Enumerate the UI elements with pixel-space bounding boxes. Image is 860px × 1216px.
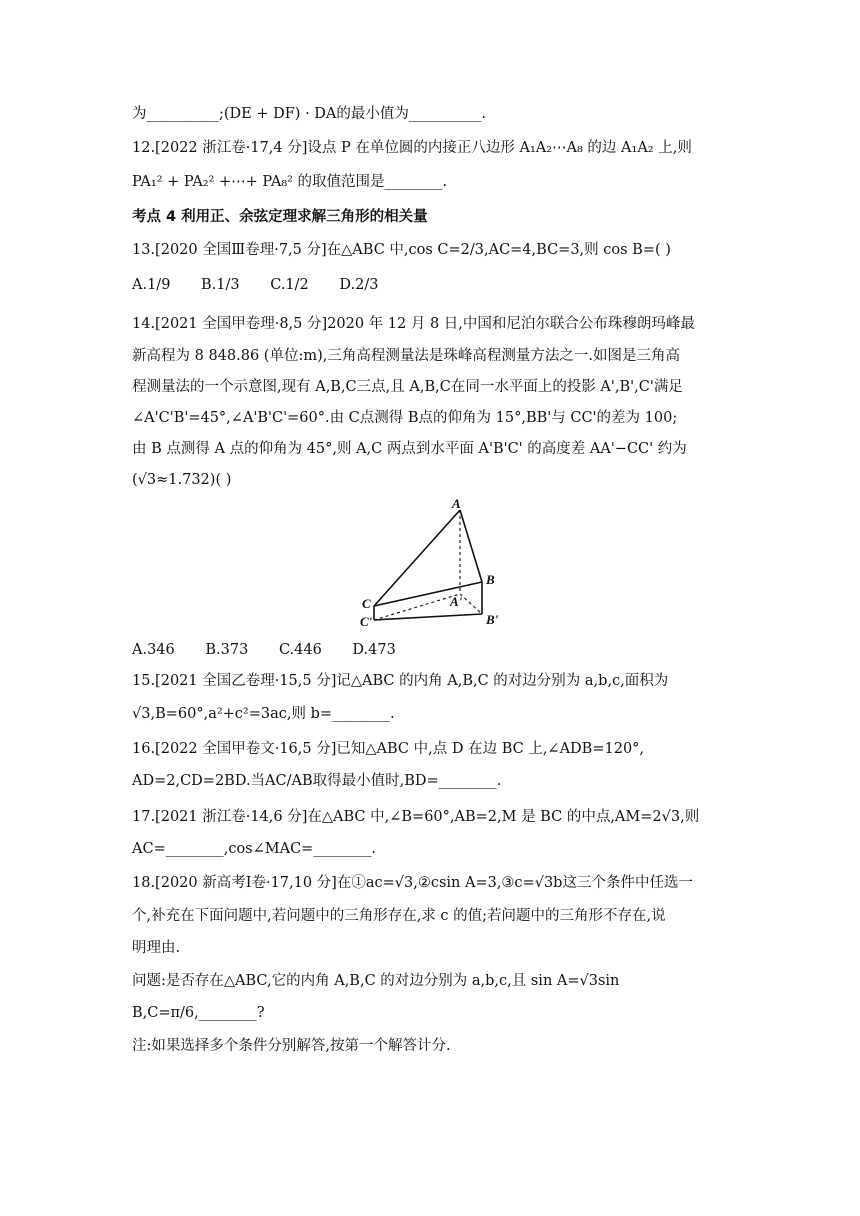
question-15-line-1: 15.[2021 全国乙卷理·15,5 分]记△ABC 的内角 A,B,C 的对边分别为 a,b,c,面积为 (132, 673, 669, 689)
question-14-line-4: ∠A'C'B'=45°,∠A'B'C'=60°.由 C点测得 B点的仰角为 15°,BB'与 CC'的差为 100; (132, 410, 678, 426)
question-18-line-3: 明理由. (132, 940, 181, 956)
edge-a-prime-b-prime (460, 594, 482, 614)
label-b: B (486, 572, 495, 587)
question-18-line-5: B,C=π/6,________? (132, 1005, 265, 1021)
option-b: B.1/3 (201, 277, 240, 293)
question-14-line-3: 程测量法的一个示意图,现有 A,B,C三点,且 A,B,C在同一水平面上的投影 A',B',C'满足 (132, 379, 683, 395)
question-14-line-6: (√3≈1.732)( ) (132, 472, 232, 488)
option-c: C.1/2 (270, 277, 309, 293)
option-a: A.1/9 (132, 277, 171, 293)
label-a: A (452, 496, 461, 511)
question-15-line-2: √3,B=60°,a²+c²=3ac,则 b=________. (132, 706, 395, 722)
question-16-line-1: 16.[2022 全国甲卷文·16,5 分]已知△ABC 中,点 D 在边 BC 上,∠ADB=120°, (132, 741, 645, 757)
option-d: D.473 (352, 642, 396, 658)
question-14-options (132, 640, 422, 660)
label-a-prime: A' (450, 594, 463, 609)
question-14-line-2: 新高程为 8 848.86 (单位:m),三角高程测量法是珠峰高程测量方法之一.如图是三角高 (132, 348, 680, 364)
question-17-line-2: AC=________,cos∠MAC=________. (132, 841, 376, 857)
label-c-prime: C' (360, 614, 373, 629)
question-14-line-1: 14.[2021 全国甲卷理·8,5 分]2020 年 12 月 8 日,中国和尼泊尔联合公布珠穆朗玛峰最 (132, 316, 695, 332)
edge-ac (374, 510, 460, 606)
question-18-line-4: 问题:是否存在△ABC,它的内角 A,B,C 的对边分别为 a,b,c,且 sin A=√3sin (132, 973, 620, 989)
question-18-note: 注:如果选择多个条件分别解答,按第一个解答计分. (132, 1038, 451, 1054)
edge-cb (374, 582, 482, 606)
question-13: 13.[2020 全国Ⅲ卷理·7,5 分]在△ABC 中,cos C=2/3,AC=4,BC=3,则 cos B=( ) (132, 242, 671, 258)
triangulation-diagram (360, 496, 520, 632)
option-c: C.446 (278, 642, 322, 658)
question-18-line-1: 18.[2020 新高考Ⅰ卷·17,10 分]在①ac=√3,②csin A=3,③c=√3b这三个条件中任选一 (132, 875, 693, 891)
question-13-options (132, 275, 404, 295)
label-b-prime: B' (486, 612, 499, 627)
question-17-line-1: 17.[2021 浙江卷·14,6 分]在△ABC 中,∠B=60°,AB=2,M 是 BC 的中点,AM=2√3,则 (132, 809, 700, 825)
edge-c-prime-b-prime (374, 614, 482, 620)
question-12-line-2: PA₁² + PA₂² +⋯+ PA₈² 的取值范围是________. (132, 174, 448, 190)
option-a: A.346 (132, 642, 175, 658)
option-d: D.2/3 (339, 277, 379, 293)
question-18-line-2: 个,补充在下面问题中,若问题中的三角形存在,求 c 的值;若问题中的三角形不存在,说 (132, 908, 666, 924)
question-14-line-5: 由 B 点测得 A 点的仰角为 45°,则 A,C 两点到水平面 A'B'C' 的高度差 AA'−CC' 约为 (132, 441, 687, 457)
label-c: C (362, 596, 371, 611)
line-11-continuation: 为__________;(DE + DF) · DA的最小值为__________. (132, 106, 486, 122)
question-16-line-2: AD=2,CD=2BD.当AC/AB取得最小值时,BD=________. (132, 773, 502, 789)
section-heading-4: 考点 4 利用正、余弦定理求解三角形的相关量 (132, 209, 428, 225)
edge-ab (460, 510, 482, 582)
option-b: B.373 (205, 642, 249, 658)
question-12-line-1: 12.[2022 浙江卷·17,4 分]设点 P 在单位圆的内接正八边形 A₁A₂⋯A₈ 的边 A₁A₂ 上,则 (132, 140, 692, 156)
